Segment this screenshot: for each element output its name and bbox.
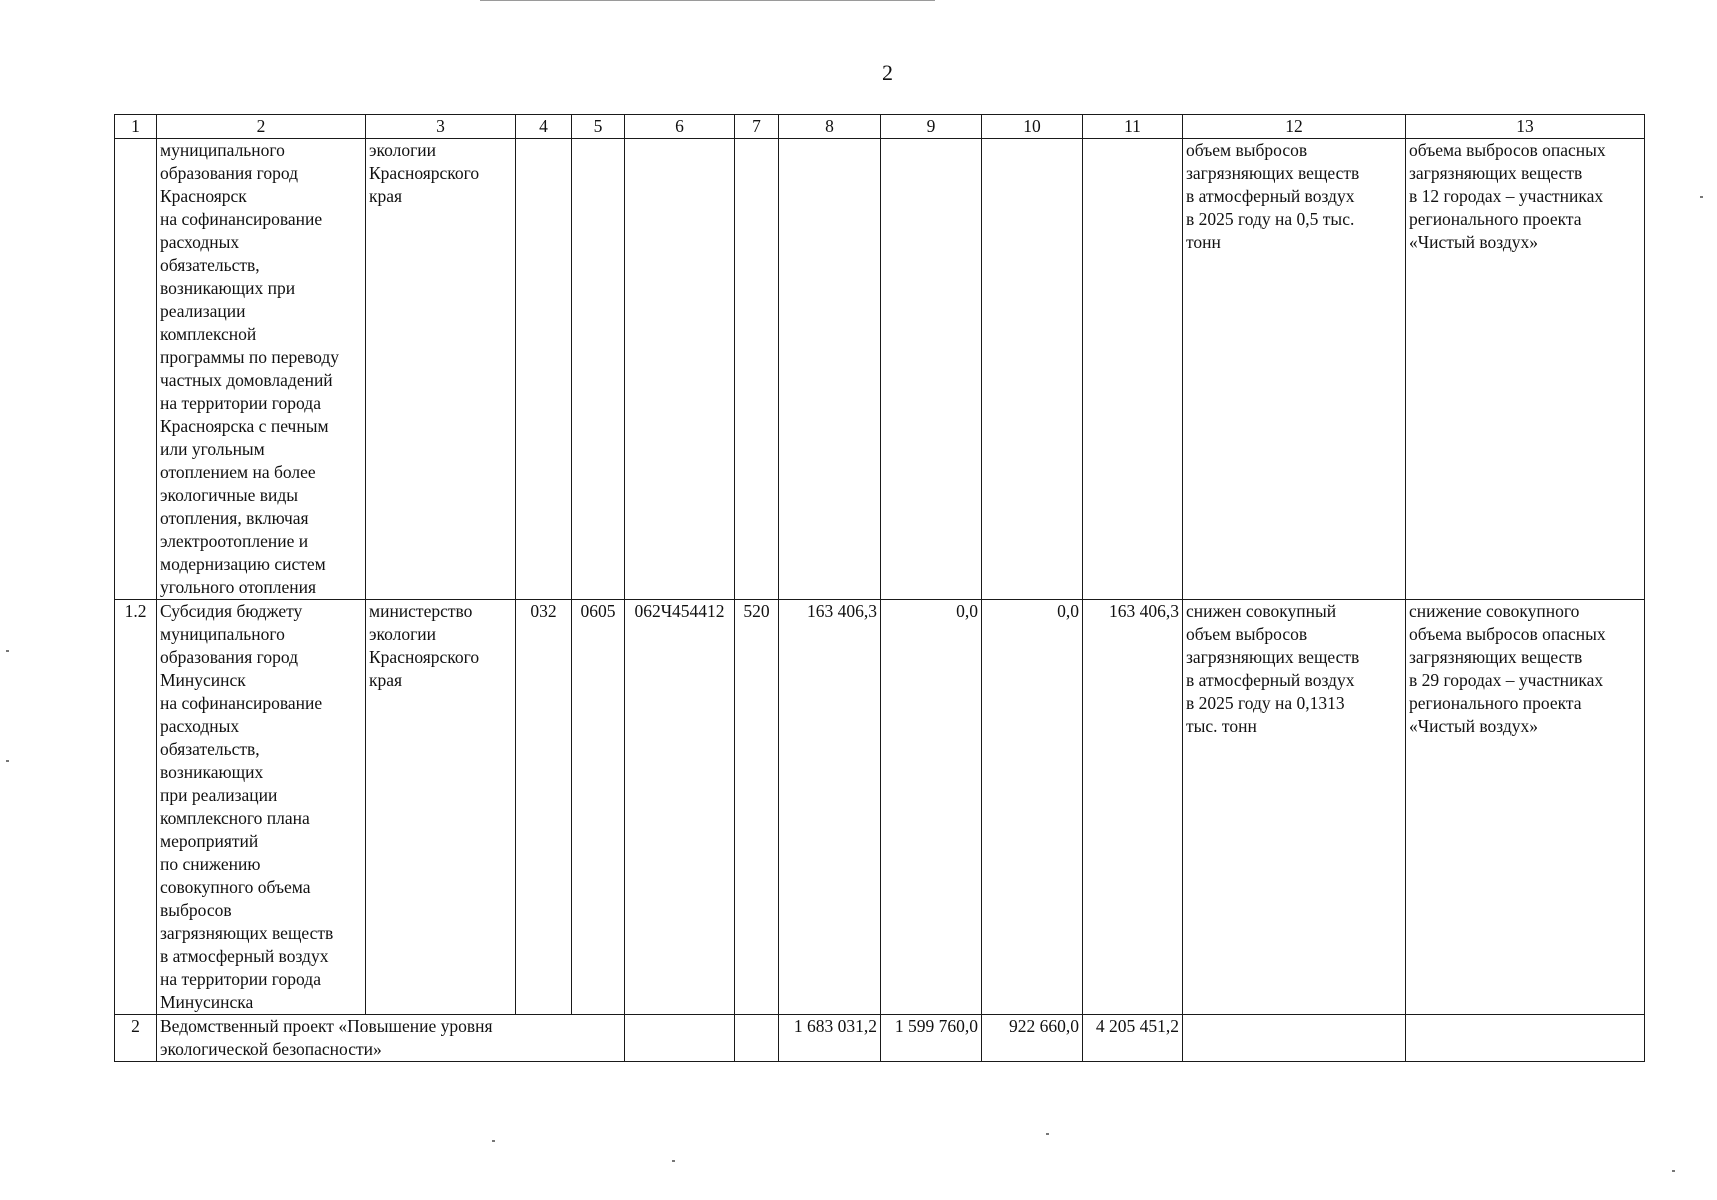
header-cell: 4 <box>516 115 572 139</box>
scan-speck <box>1700 196 1703 198</box>
project-name-cell: Ведомственный проект «Повышение уровня экологической безопасности» <box>157 1015 572 1062</box>
header-cell: 9 <box>881 115 982 139</box>
table-row-1-2 <box>115 600 1645 1015</box>
amount-total-cell: 4 205 451,2 <box>1083 1015 1183 1062</box>
row-number-cell: 2 <box>115 1015 157 1062</box>
table-row-2 <box>115 1015 1645 1062</box>
expected-result-cell: снижен совокупный объем выбросов загрязняющих веществ в атмосферный воздух в 2025 году на 0,1313 тыс. тонн <box>1183 600 1406 1015</box>
table-header-row <box>115 115 1645 139</box>
scan-speck <box>6 650 9 652</box>
amount-2027-cell: 0,0 <box>982 600 1083 1015</box>
amount-2027-cell: 922 660,0 <box>982 1015 1083 1062</box>
scan-speck <box>6 760 9 762</box>
csr-code-cell: 062Ч454412 <box>625 600 735 1015</box>
header-cell: 11 <box>1083 115 1183 139</box>
header-cell: 5 <box>572 115 625 139</box>
header-cell: 2 <box>157 115 366 139</box>
amount-total-cell: 163 406,3 <box>1083 600 1183 1015</box>
expected-result-cell <box>1183 1015 1406 1062</box>
amount-2025-cell <box>779 139 881 600</box>
header-cell: 1 <box>115 115 157 139</box>
scan-speck <box>1046 1133 1049 1135</box>
administrator-cell: экологии Красноярского края <box>366 139 516 600</box>
header-cell: 8 <box>779 115 881 139</box>
scan-speck <box>492 1140 495 1142</box>
linked-indicator-cell: снижение совокупного объема выбросов опасных загрязняющих веществ в 29 городах – участниках регионального проекта «Чистый воздух» <box>1406 600 1645 1015</box>
amount-2026-cell: 0,0 <box>881 600 982 1015</box>
row-number-cell: 1.2 <box>115 600 157 1015</box>
linked-indicator-cell: объема выбросов опасных загрязняющих веществ в 12 городах – участниках регионального проекта «Чистый воздух» <box>1406 139 1645 600</box>
table-row-continuation <box>115 139 1645 600</box>
rzpr-code-cell <box>572 139 625 600</box>
header-cell: 10 <box>982 115 1083 139</box>
amount-2026-cell <box>881 139 982 600</box>
empty-cell <box>572 1015 625 1062</box>
header-cell: 6 <box>625 115 735 139</box>
vr-code-cell <box>735 139 779 600</box>
header-cell: 13 <box>1406 115 1645 139</box>
empty-cell <box>735 1015 779 1062</box>
grbs-code-cell <box>516 139 572 600</box>
amount-2025-cell: 1 683 031,2 <box>779 1015 881 1062</box>
scan-speck <box>1672 1170 1675 1172</box>
header-cell: 12 <box>1183 115 1406 139</box>
scan-top-rule <box>480 0 935 2</box>
amount-2025-cell: 163 406,3 <box>779 600 881 1015</box>
page-number: 2 <box>882 60 893 85</box>
row-number-cell <box>115 139 157 600</box>
measure-name-cell: Субсидия бюджету муниципального образования город Минусинск на софинансирование расходных обязательств, возникающих при реализации комплексного плана мероприятий по снижению совокупного объема выбросов загрязняющих веществ в атмосферный воздух на территории города Минусинска <box>157 600 366 1015</box>
rzpr-code-cell: 0605 <box>572 600 625 1015</box>
expected-result-cell: объем выбросов загрязняющих веществ в атмосферный воздух в 2025 году на 0,5 тыс. тонн <box>1183 139 1406 600</box>
linked-indicator-cell <box>1406 1015 1645 1062</box>
csr-code-cell <box>625 139 735 600</box>
header-cell: 3 <box>366 115 516 139</box>
header-cell: 7 <box>735 115 779 139</box>
administrator-cell: министерство экологии Красноярского края <box>366 600 516 1015</box>
budget-table <box>114 114 1645 1062</box>
scan-speck <box>672 1160 675 1162</box>
grbs-code-cell: 032 <box>516 600 572 1015</box>
amount-2026-cell: 1 599 760,0 <box>881 1015 982 1062</box>
empty-cell <box>625 1015 735 1062</box>
amount-2027-cell <box>982 139 1083 600</box>
measure-name-cell: муниципального образования город Красноярск на софинансирование расходных обязательств, возникающих при реализации комплексной программы по переводу частных домовладений на территории города Красноярска с печным или угольным отоплением на более экологичные виды отопления, включая электроотопление и модернизацию систем угольного отопления <box>157 139 366 600</box>
vr-code-cell: 520 <box>735 600 779 1015</box>
amount-total-cell <box>1083 139 1183 600</box>
